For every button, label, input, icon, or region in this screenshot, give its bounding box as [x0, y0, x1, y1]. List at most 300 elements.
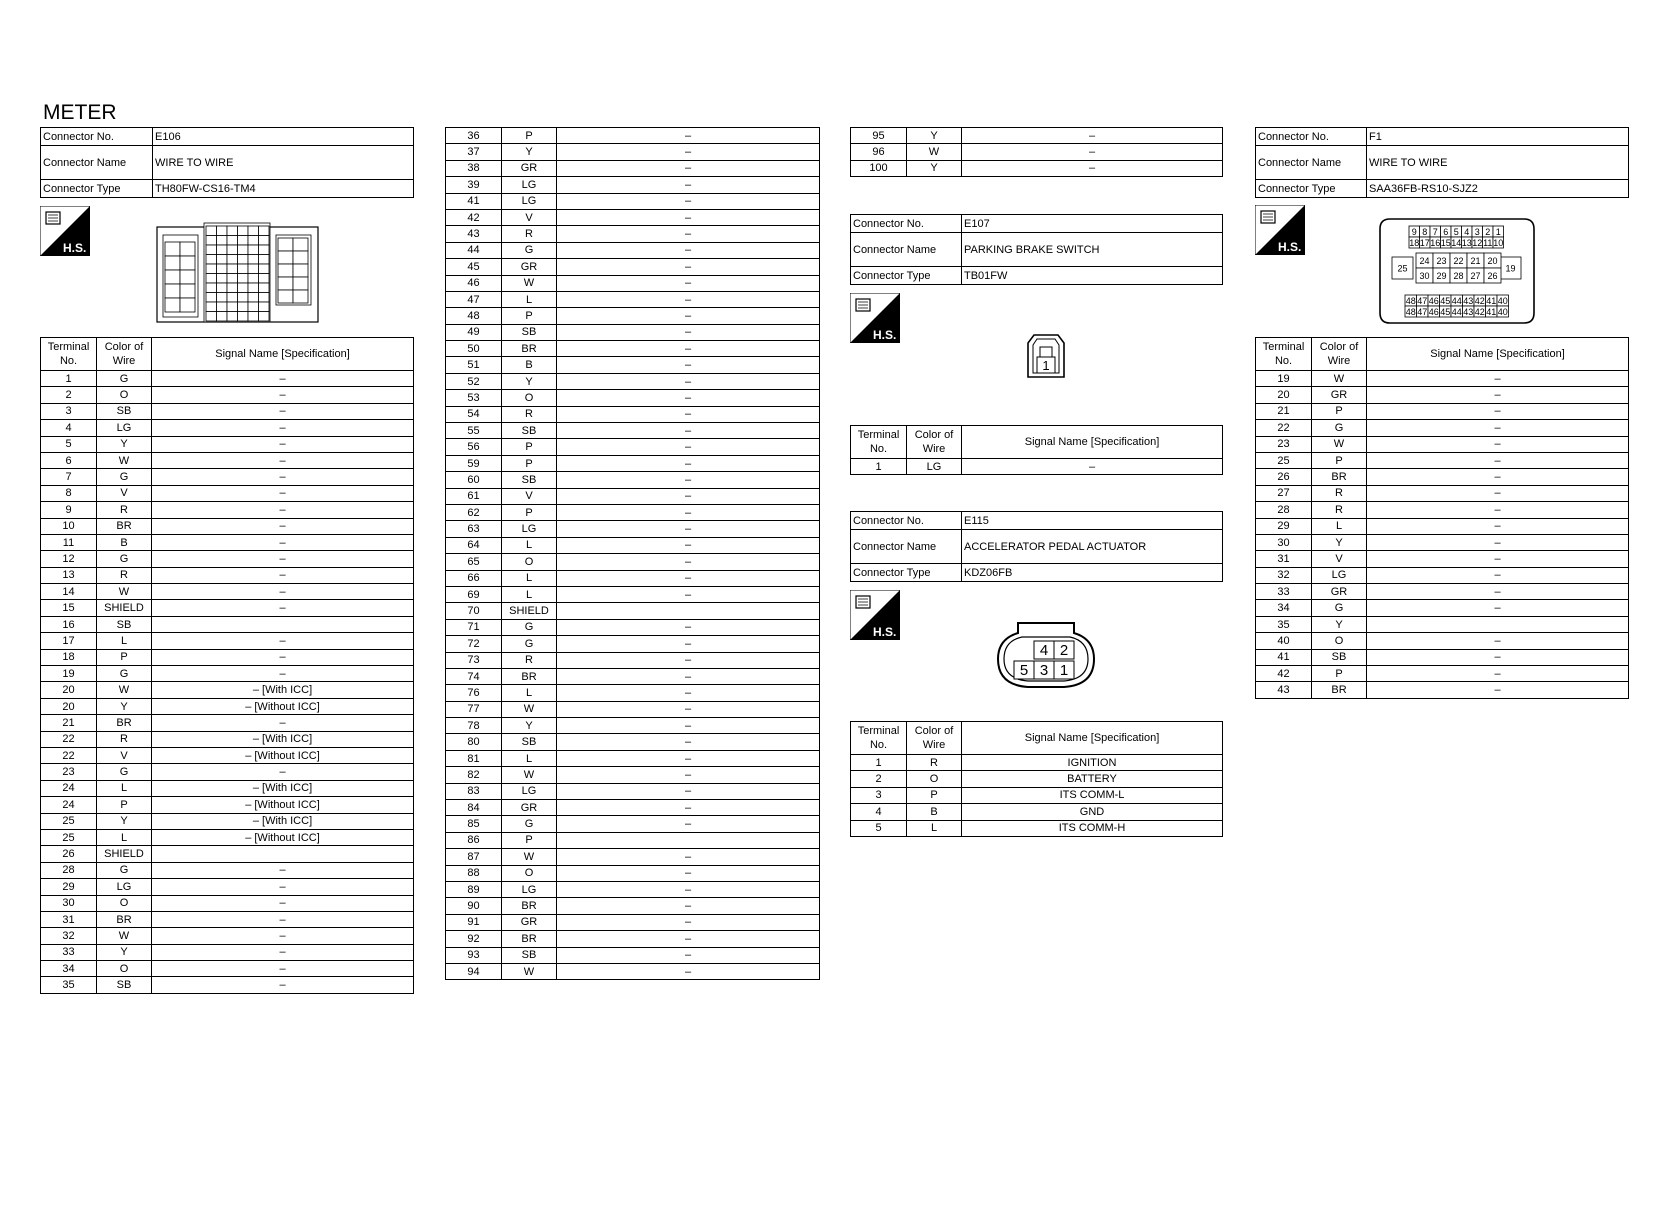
wire-color-cell: SB: [502, 734, 557, 750]
f1-pin-label: 47: [1417, 296, 1428, 306]
signal-name-cell: –: [152, 387, 414, 403]
f1-pin-label: 23: [1436, 256, 1447, 266]
f1-pin-label: 46: [1428, 296, 1439, 306]
pin-cell: [278, 251, 293, 264]
wire-color-cell: L: [502, 586, 557, 602]
f1-pin-label: 15: [1440, 238, 1451, 248]
table-row: [446, 242, 820, 258]
wire-color-cell: SB: [1312, 649, 1367, 665]
terminal-no-cell: 50: [446, 341, 502, 357]
terminal-no-cell: 44: [446, 242, 502, 258]
signal-name-cell: ITS COMM-L: [962, 787, 1223, 803]
signal-name-header: Signal Name [Specification]: [1367, 338, 1629, 371]
pin-cell: [238, 283, 249, 293]
table-row: [1256, 485, 1629, 501]
table-row: [41, 879, 414, 895]
wire-color-cell: P: [97, 797, 152, 813]
pin-cell: [165, 270, 180, 284]
terminal-no-cell: 32: [1256, 567, 1312, 583]
table-row: [1256, 534, 1629, 550]
table-row: [446, 275, 820, 291]
pin-cell: [217, 283, 228, 293]
signal-name-cell: –: [152, 469, 414, 485]
pin-cell: [206, 264, 217, 274]
table-row: [446, 390, 820, 406]
pin-cell: [227, 293, 238, 303]
terminal-no-cell: 63: [446, 521, 502, 537]
table-row: [446, 947, 820, 963]
wire-color-cell: BR: [502, 668, 557, 684]
terminal-no-cell: 55: [446, 423, 502, 439]
table-row: [41, 567, 414, 583]
signal-name-cell: – [Without ICC]: [152, 747, 414, 763]
e107-info-table: [850, 214, 1223, 285]
e107-pin-label: 1: [1042, 358, 1050, 373]
wire-color-cell: O: [502, 865, 557, 881]
terminal-no-cell: 19: [41, 666, 97, 682]
terminal-no-cell: 31: [41, 911, 97, 927]
e115-info-table: [850, 511, 1223, 582]
pin-cell: [227, 312, 238, 322]
f1-connector-type: SAA36FB-RS10-SJZ2: [1367, 180, 1629, 198]
table-row: [446, 636, 820, 652]
signal-name-cell: –: [962, 128, 1223, 144]
hs-label: H.S.: [873, 328, 897, 342]
e107-connector-diagram: [1026, 333, 1066, 381]
terminal-no-header: Terminal No.: [41, 338, 97, 371]
table-row: [446, 865, 820, 881]
pin-cell: [248, 245, 259, 255]
wire-color-cell: BR: [502, 341, 557, 357]
pin-cell: [259, 255, 270, 265]
wire-color-cell: BR: [502, 898, 557, 914]
pin-cell: [165, 298, 180, 312]
signal-name-cell: –: [557, 291, 820, 307]
wire-color-cell: GR: [502, 914, 557, 930]
f1-pin-label: 19: [1505, 263, 1516, 274]
terminal-no-cell: 6: [41, 452, 97, 468]
wire-color-cell: Y: [97, 944, 152, 960]
wire-color-cell: R: [502, 226, 557, 242]
pin-cell: [248, 283, 259, 293]
wire-color-cell: SB: [502, 947, 557, 963]
signal-name-cell: –: [152, 518, 414, 534]
signal-name-cell: –: [557, 209, 820, 225]
table-row: [446, 750, 820, 766]
signal-name-cell: –: [152, 633, 414, 649]
f1-pin-label: 9: [1411, 227, 1417, 237]
signal-name-cell: – [With ICC]: [152, 682, 414, 698]
wire-color-cell: W: [502, 849, 557, 865]
table-row: [446, 619, 820, 635]
terminal-no-cell: 19: [1256, 371, 1312, 387]
e106-connector-name: WIRE TO WIRE: [153, 146, 414, 180]
terminal-no-cell: 42: [1256, 666, 1312, 682]
f1-pin-label: 4: [1464, 227, 1470, 237]
signal-name-cell: –: [557, 423, 820, 439]
pin-cell: [227, 274, 238, 284]
connector-type-label: Connector Type: [41, 180, 153, 198]
terminal-no-cell: 28: [41, 862, 97, 878]
terminal-no-cell: 29: [41, 879, 97, 895]
signal-name-cell: –: [557, 947, 820, 963]
terminal-no-cell: 92: [446, 931, 502, 947]
pin-cell: [248, 264, 259, 274]
hs-icon: [1255, 205, 1305, 255]
f1-pin-label: 18: [1409, 238, 1420, 248]
terminal-no-cell: 1: [41, 371, 97, 387]
table-row: [446, 521, 820, 537]
pin-cell: [180, 284, 195, 298]
table-row: [41, 469, 414, 485]
wire-color-cell: O: [1312, 633, 1367, 649]
terminal-no-cell: 76: [446, 685, 502, 701]
table-row: [446, 406, 820, 422]
signal-name-cell: –: [152, 485, 414, 501]
color-of-wire-header: Color of Wire: [907, 722, 962, 755]
wire-color-cell: G: [1312, 600, 1367, 616]
table-row: [851, 755, 1223, 771]
table-row: [41, 600, 414, 616]
wire-color-cell: L: [502, 537, 557, 553]
signal-name-cell: –: [152, 944, 414, 960]
terminal-no-header: Terminal No.: [851, 426, 907, 459]
f1-pin-label: 46: [1428, 307, 1439, 317]
table-row: [41, 616, 414, 632]
terminal-no-cell: 36: [446, 128, 502, 144]
wire-color-cell: O: [502, 554, 557, 570]
terminal-no-cell: 38: [446, 160, 502, 176]
wire-color-cell: W: [502, 963, 557, 979]
signal-name-cell: – [Without ICC]: [152, 698, 414, 714]
terminal-no-header: Terminal No.: [1256, 338, 1312, 371]
terminal-no-cell: 45: [446, 259, 502, 275]
signal-name-cell: –: [557, 439, 820, 455]
signal-name-cell: –: [557, 144, 820, 160]
f1-pin-label: 44: [1451, 296, 1462, 306]
table-row: [41, 928, 414, 944]
pin-cell: [248, 302, 259, 312]
signal-name-cell: –: [152, 961, 414, 977]
signal-name-cell: –: [152, 551, 414, 567]
pin-cell: [238, 293, 249, 303]
table-row: [446, 177, 820, 193]
pin-cell: [206, 302, 217, 312]
terminal-no-cell: 29: [1256, 518, 1312, 534]
connector-type-label: Connector Type: [851, 267, 962, 285]
f1-pin-label: 29: [1436, 271, 1447, 281]
table-row: [446, 144, 820, 160]
terminal-no-cell: 84: [446, 800, 502, 816]
terminal-no-cell: 20: [41, 698, 97, 714]
signal-name-cell: –: [557, 177, 820, 193]
terminal-no-cell: 46: [446, 275, 502, 291]
f1-info-table: [1255, 127, 1629, 198]
table-row: [446, 209, 820, 225]
signal-name-cell: –: [152, 928, 414, 944]
pin-cell: [206, 274, 217, 284]
connector-name-label: Connector Name: [1256, 146, 1367, 180]
table-row: [446, 767, 820, 783]
signal-name-cell: –: [1367, 666, 1629, 682]
signal-name-cell: – [With ICC]: [152, 731, 414, 747]
terminal-no-cell: 82: [446, 767, 502, 783]
table-row: [1256, 371, 1629, 387]
signal-name-cell: –: [1367, 502, 1629, 518]
e107-connector-type: TB01FW: [962, 267, 1223, 285]
signal-name-cell: –: [557, 488, 820, 504]
terminal-no-cell: 23: [1256, 436, 1312, 452]
wire-color-cell: R: [907, 755, 962, 771]
signal-name-cell: –: [557, 881, 820, 897]
terminal-no-cell: 20: [1256, 387, 1312, 403]
e115-pin-1: 1: [1059, 662, 1069, 679]
signal-name-cell: –: [152, 879, 414, 895]
table-row: [446, 898, 820, 914]
e115-pin-3: 3: [1039, 662, 1049, 679]
signal-name-cell: –: [557, 341, 820, 357]
table-row: [446, 586, 820, 602]
table-row: [1256, 584, 1629, 600]
f1-pin-label: 40: [1497, 307, 1508, 317]
signal-name-cell: –: [557, 586, 820, 602]
connector-no-label: Connector No.: [851, 512, 962, 530]
e107-connector-no: E107: [962, 215, 1223, 233]
signal-name-cell: –: [1367, 682, 1629, 698]
terminal-no-cell: 10: [41, 518, 97, 534]
pin-cell: [217, 255, 228, 265]
pin-cell: [227, 236, 238, 246]
terminal-no-cell: 71: [446, 619, 502, 635]
f1-pin-label: 41: [1486, 307, 1497, 317]
table-row: [41, 584, 414, 600]
terminal-no-cell: 30: [41, 895, 97, 911]
terminal-no-cell: 34: [41, 961, 97, 977]
wire-color-cell: W: [502, 767, 557, 783]
wire-color-cell: R: [97, 502, 152, 518]
hs-label: H.S.: [873, 625, 897, 639]
signal-name-cell: –: [1367, 534, 1629, 550]
table-row: [41, 797, 414, 813]
table-row: [41, 666, 414, 682]
e106-info-table: [40, 127, 414, 198]
table-row: [446, 832, 820, 848]
f1-pin-label: 1: [1495, 227, 1501, 237]
wire-color-cell: Y: [97, 698, 152, 714]
f1-pin-label: 13: [1461, 238, 1472, 248]
terminal-no-cell: 22: [1256, 420, 1312, 436]
signal-name-cell: –: [557, 963, 820, 979]
wire-color-cell: R: [97, 731, 152, 747]
wire-color-cell: W: [1312, 371, 1367, 387]
signal-name-header: Signal Name [Specification]: [962, 722, 1223, 755]
signal-name-cell: –: [557, 636, 820, 652]
f1-pin-label: 8: [1422, 227, 1428, 237]
signal-name-cell: –: [962, 459, 1223, 475]
f1-pin-label: 42: [1474, 307, 1485, 317]
terminal-no-cell: 22: [41, 731, 97, 747]
signal-name-cell: –: [557, 619, 820, 635]
wire-color-cell: R: [97, 567, 152, 583]
table-row: [41, 829, 414, 845]
terminal-no-cell: 93: [446, 947, 502, 963]
f1-pin-label: 30: [1419, 271, 1430, 281]
e115-connector-no: E115: [962, 512, 1223, 530]
e115-connector-type: KDZ06FB: [962, 564, 1223, 582]
terminal-no-cell: 33: [41, 944, 97, 960]
signal-name-cell: –: [962, 160, 1223, 176]
wire-color-cell: G: [97, 371, 152, 387]
f1-pin-label: 45: [1440, 296, 1451, 306]
wire-color-cell: P: [907, 787, 962, 803]
signal-name-header: Signal Name [Specification]: [152, 338, 414, 371]
wire-color-cell: Y: [907, 160, 962, 176]
signal-name-cell: ITS COMM-H: [962, 820, 1223, 836]
terminal-no-cell: 41: [446, 193, 502, 209]
hs-label: H.S.: [1278, 240, 1302, 254]
signal-name-cell: –: [557, 390, 820, 406]
table-row: [446, 537, 820, 553]
table-row: [446, 308, 820, 324]
signal-name-cell: –: [557, 504, 820, 520]
wire-color-cell: LG: [97, 420, 152, 436]
table-row: [446, 570, 820, 586]
signal-name-cell: –: [152, 534, 414, 550]
pin-cell: [206, 312, 217, 322]
hs-icon: [40, 206, 90, 256]
pin-cell: [293, 238, 308, 251]
table-row: [41, 649, 414, 665]
e106-connector-no: E106: [153, 128, 414, 146]
wire-color-cell: B: [97, 534, 152, 550]
pin-cell: [278, 264, 293, 277]
signal-name-cell: –: [1367, 420, 1629, 436]
signal-name-cell: [1367, 616, 1629, 632]
f1-terminal-table: [1255, 337, 1629, 699]
wire-color-cell: LG: [502, 177, 557, 193]
table-row: [1256, 469, 1629, 485]
terminal-no-cell: 73: [446, 652, 502, 668]
signal-name-cell: –: [557, 324, 820, 340]
pin-cell: [259, 302, 270, 312]
terminal-no-cell: 25: [41, 813, 97, 829]
wire-color-cell: BR: [502, 931, 557, 947]
table-row: [446, 685, 820, 701]
e106-tail-section: [850, 127, 1223, 177]
table-row: [446, 291, 820, 307]
terminal-no-cell: 1: [851, 755, 907, 771]
terminal-no-cell: 43: [1256, 682, 1312, 698]
terminal-no-cell: 2: [41, 387, 97, 403]
signal-name-cell: –: [557, 193, 820, 209]
wire-color-cell: GR: [502, 259, 557, 275]
table-row: [41, 633, 414, 649]
hs-label: H.S.: [63, 241, 87, 255]
terminal-no-cell: 28: [1256, 502, 1312, 518]
table-row: [41, 747, 414, 763]
terminal-no-cell: 8: [41, 485, 97, 501]
terminal-no-cell: 90: [446, 898, 502, 914]
table-row: [41, 436, 414, 452]
table-row: [446, 259, 820, 275]
e106-connector-diagram: [156, 222, 319, 323]
wire-color-cell: O: [97, 895, 152, 911]
terminal-no-cell: 78: [446, 718, 502, 734]
e115-pin-2: 2: [1059, 642, 1069, 659]
e106-continued-section: [445, 127, 820, 980]
wire-color-cell: SHIELD: [502, 603, 557, 619]
signal-name-cell: –: [557, 537, 820, 553]
signal-name-cell: GND: [962, 804, 1223, 820]
signal-name-cell: [557, 603, 820, 619]
wire-color-cell: P: [502, 832, 557, 848]
wire-color-cell: O: [97, 387, 152, 403]
terminal-no-cell: 42: [446, 209, 502, 225]
e106-tail-table: [850, 127, 1223, 177]
wire-color-cell: P: [97, 649, 152, 665]
pin-cell: [259, 245, 270, 255]
terminal-no-cell: 12: [41, 551, 97, 567]
pin-cell: [217, 264, 228, 274]
signal-name-cell: –: [1367, 551, 1629, 567]
f1-pin-label: 16: [1430, 238, 1441, 248]
pin-cell: [206, 245, 217, 255]
signal-name-cell: –: [1367, 633, 1629, 649]
wire-color-cell: SB: [97, 616, 152, 632]
wire-color-cell: LG: [502, 783, 557, 799]
signal-name-header: Signal Name [Specification]: [962, 426, 1223, 459]
table-row: [1256, 518, 1629, 534]
pin-cell: [206, 226, 217, 236]
f1-pin-label: 6: [1443, 227, 1449, 237]
f1-pin-label: 20: [1487, 256, 1498, 266]
signal-name-cell: –: [557, 718, 820, 734]
signal-name-cell: –: [557, 750, 820, 766]
wire-color-cell: P: [502, 504, 557, 520]
terminal-no-cell: 87: [446, 849, 502, 865]
pin-cell: [227, 226, 238, 236]
pin-cell: [180, 242, 195, 256]
wire-color-cell: Y: [97, 813, 152, 829]
wire-color-cell: Y: [502, 718, 557, 734]
pin-cell: [217, 226, 228, 236]
connector-e107: [850, 214, 1223, 285]
signal-name-cell: –: [557, 914, 820, 930]
terminal-no-cell: 47: [446, 291, 502, 307]
table-row: [851, 820, 1223, 836]
terminal-no-cell: 35: [1256, 616, 1312, 632]
signal-name-cell: [557, 832, 820, 848]
wire-color-cell: SB: [97, 403, 152, 419]
wire-color-cell: SB: [97, 977, 152, 993]
signal-name-cell: –: [557, 554, 820, 570]
signal-name-cell: – [Without ICC]: [152, 797, 414, 813]
table-row: [446, 373, 820, 389]
terminal-no-cell: 53: [446, 390, 502, 406]
wire-color-cell: LG: [502, 521, 557, 537]
terminal-no-cell: 5: [851, 820, 907, 836]
terminal-no-cell: 25: [41, 829, 97, 845]
f1-pin-label: 21: [1470, 256, 1481, 266]
e107-terminal-section: [850, 425, 1223, 475]
terminal-no-cell: 35: [41, 977, 97, 993]
pin-cell: [217, 312, 228, 322]
signal-name-cell: –: [1367, 584, 1629, 600]
table-row: [446, 800, 820, 816]
terminal-no-cell: 17: [41, 633, 97, 649]
f1-pin-label: 45: [1440, 307, 1451, 317]
table-row: [41, 371, 414, 387]
